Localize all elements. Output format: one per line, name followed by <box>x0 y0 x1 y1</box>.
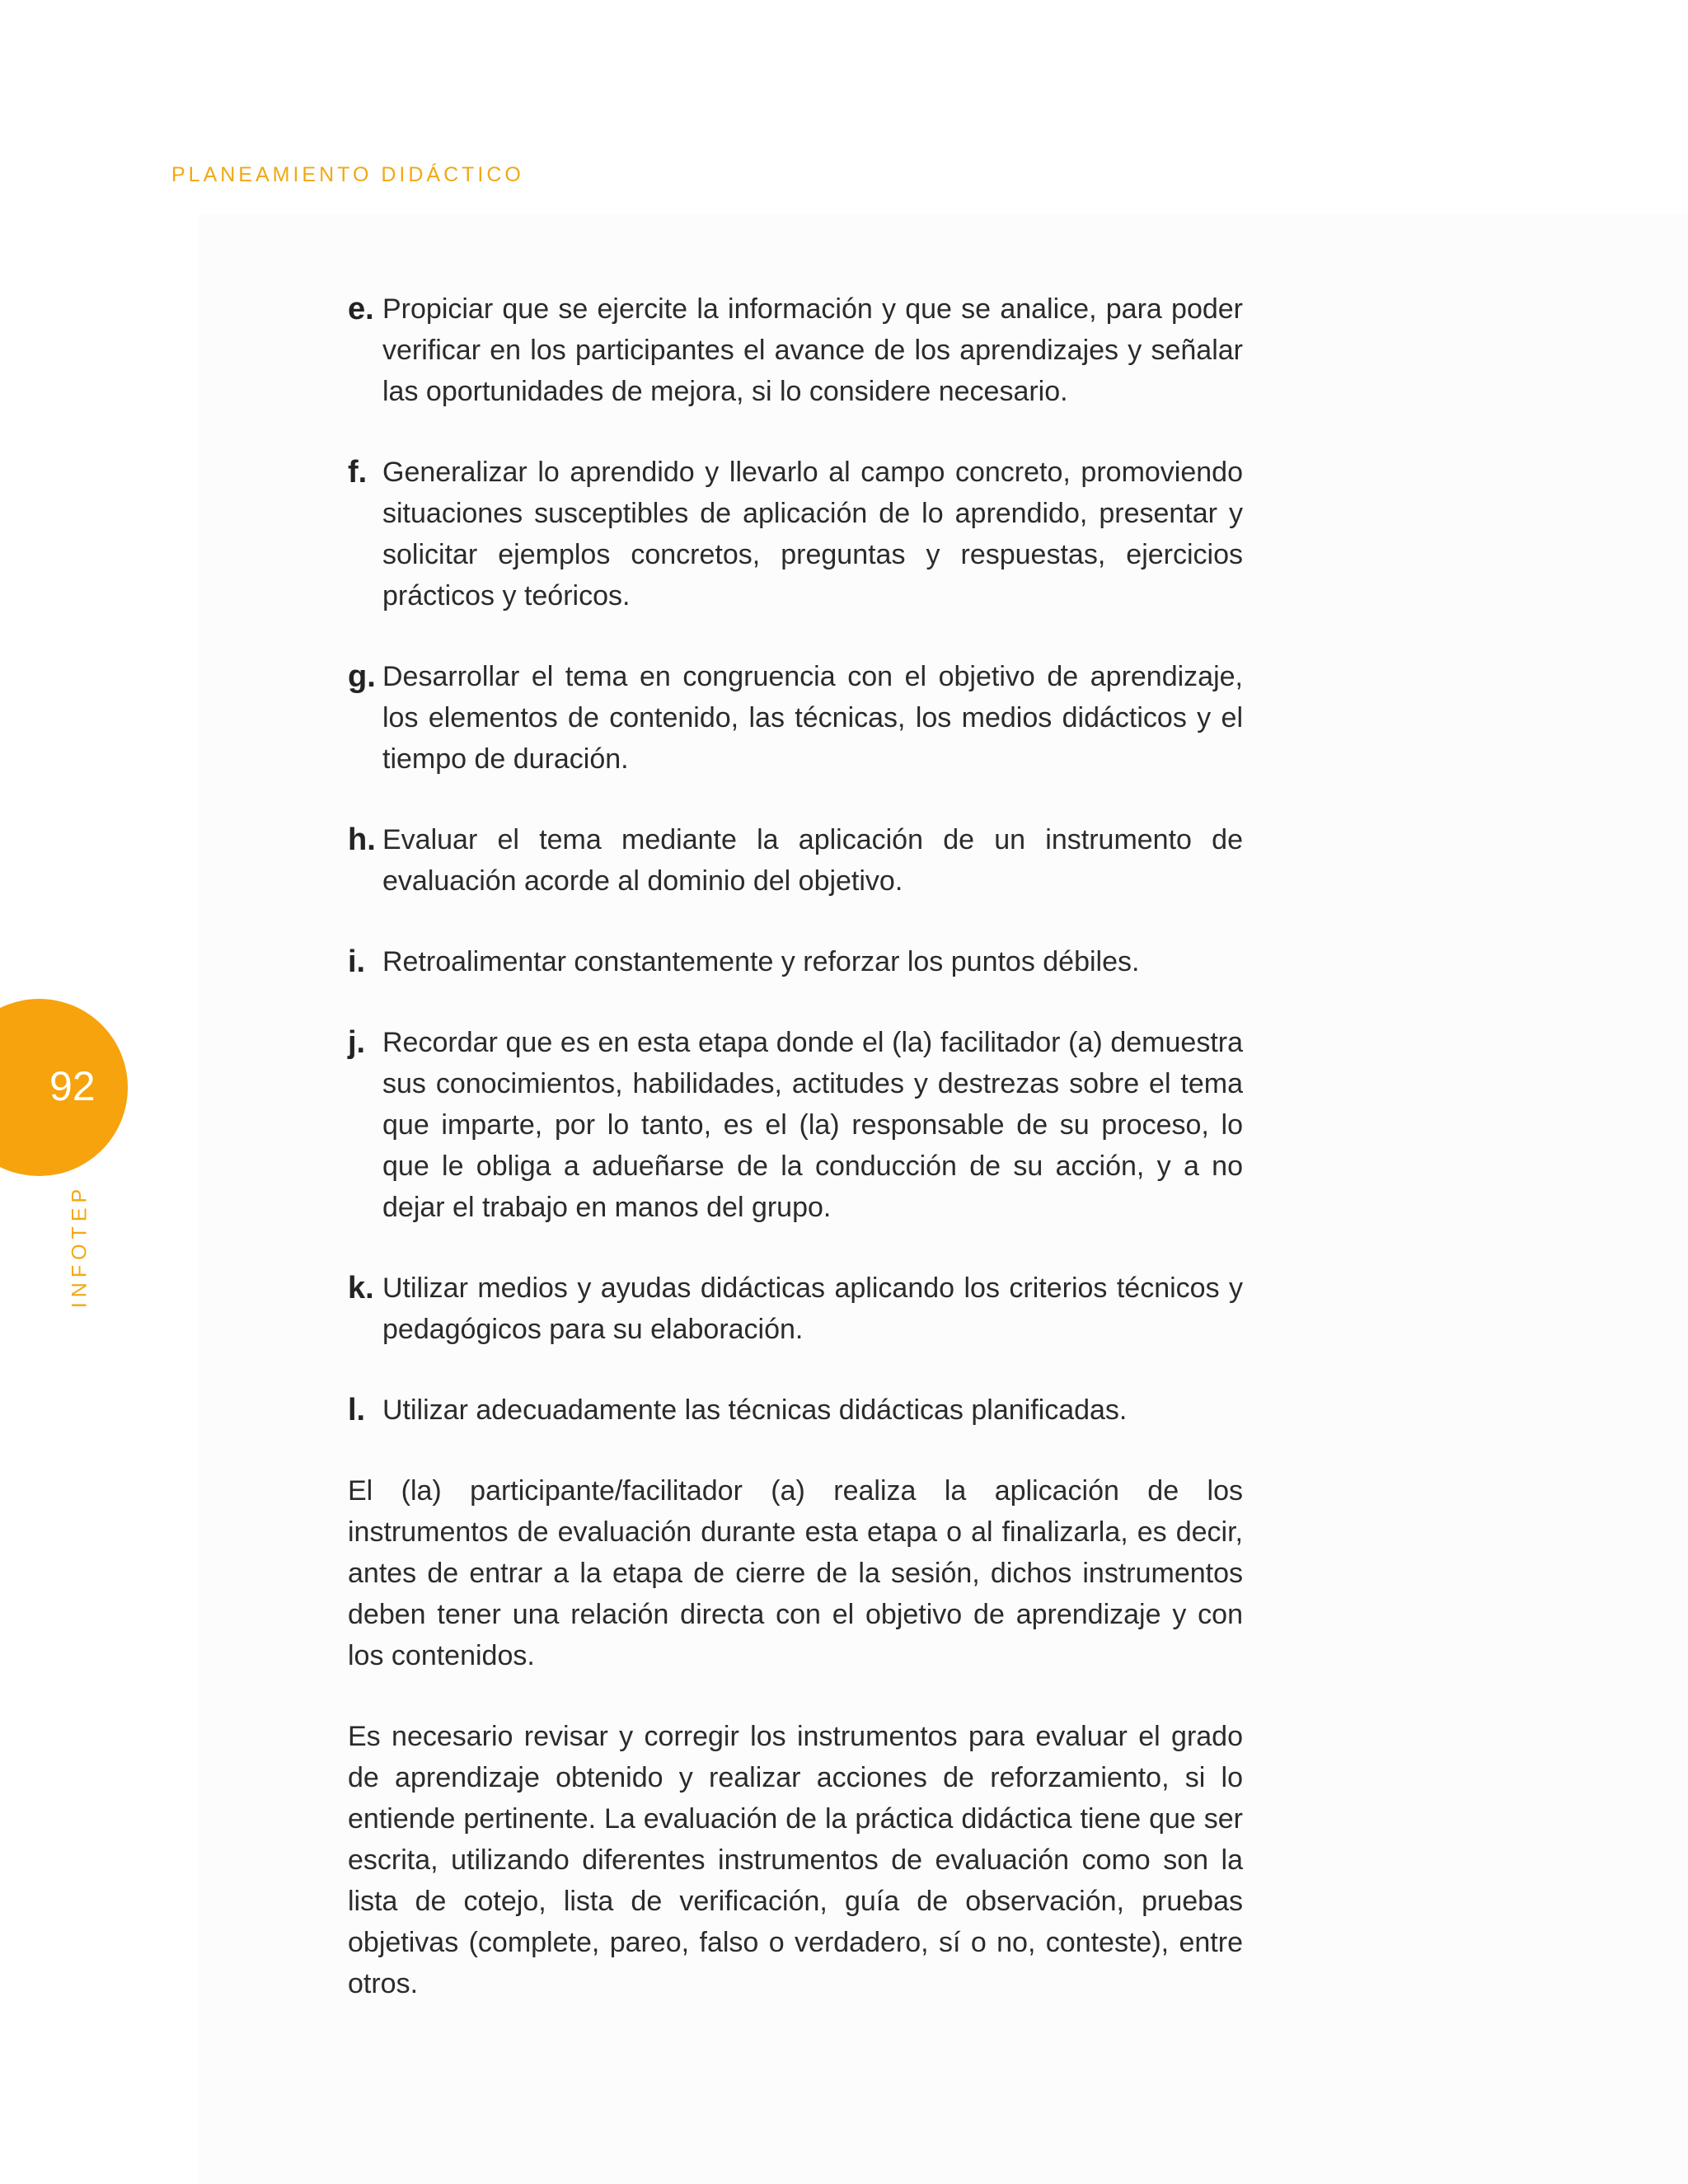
list-item-e <box>348 288 1243 412</box>
main-content <box>348 288 1243 2044</box>
list-item-g <box>348 656 1243 780</box>
list-item-letter: g. <box>348 659 376 694</box>
list-item-j <box>348 1022 1243 1228</box>
list-item-text: Utilizar adecuadamente las técnicas didácticas planificadas. <box>382 1394 1128 1426</box>
list-item-text: Generalizar lo aprendido y llevarlo al campo concreto, promoviendo situaciones susceptibles de aplicación de lo aprendido, presentar y solicitar ejemplos concretos, preguntas y respuestas, ejercicios prácticos y teóricos. <box>382 457 1243 612</box>
list-item-letter: e. <box>348 292 374 326</box>
body-paragraph: El (la) participante/facilitador (a) realiza la aplicación de los instrumentos de evaluación durante esta etapa o al finalizarla, es decir, antes de entrar a la etapa de cierre de la sesión, dichos instrumentos deben tener una relación directa con el objetivo de aprendizaje y con los contenidos. <box>348 1475 1243 1671</box>
list-item-h <box>348 819 1243 902</box>
list-item-letter: i. <box>348 944 366 979</box>
list-item-text: Evaluar el tema mediante la aplicación de un instrumento de evaluación acorde al dominio del objetivo. <box>382 824 1243 897</box>
page-number: 92 <box>49 1063 96 1109</box>
list-item-text: Recordar que es en esta etapa donde el (la) facilitador (a) demuestra sus conocimientos, habilidades, actitudes y destrezas sobre el tema que imparte, por lo tanto, es el (la) responsable de su proceso, lo que le obliga a adueñarse de la conducción de su acción, y a no dejar el trabajo en manos del grupo. <box>382 1027 1243 1223</box>
list-item-text: Utilizar medios y ayudas didácticas aplicando los criterios técnicos y pedagógicos para su elaboración. <box>382 1272 1243 1345</box>
body-paragraph: Es necesario revisar y corregir los instrumentos para evaluar el grado de aprendizaje obtenido y realizar acciones de reforzamiento, si lo entiende pertinente. La evaluación de la práctica didáctica tiene que ser escrita, utilizando diferentes instrumentos de evaluación como son la lista de cotejo, lista de verificación, guía de observación, pruebas objetivas (complete, pareo, falso o verdadero, sí o no, conteste), entre otros. <box>348 1721 1243 1999</box>
list-item-letter: j. <box>348 1025 366 1060</box>
list-item-text: Propiciar que se ejercite la información y que se analice, para poder verificar en los participantes el avance de los aprendizajes y señalar las oportunidades de mejora, si lo considere necesario. <box>382 293 1243 407</box>
list-item-letter: k. <box>348 1271 374 1305</box>
list-item-i <box>348 941 1243 982</box>
list-item-k <box>348 1268 1243 1350</box>
list-item-l <box>348 1390 1243 1431</box>
list-item-text: Desarrollar el tema en congruencia con el objetivo de aprendizaje, los elementos de contenido, las técnicas, los medios didácticos y el tiempo de duración. <box>382 661 1243 775</box>
list-item-letter: h. <box>348 823 376 857</box>
list-item-letter: l. <box>348 1393 366 1427</box>
running-header: PLANEAMIENTO DIDÁCTICO <box>171 163 524 186</box>
list-item-f <box>348 452 1243 616</box>
list-item-text: Retroalimentar constantemente y reforzar los puntos débiles. <box>382 946 1140 977</box>
list-item-letter: f. <box>348 455 368 490</box>
side-label: INFOTEP <box>68 1183 91 1309</box>
